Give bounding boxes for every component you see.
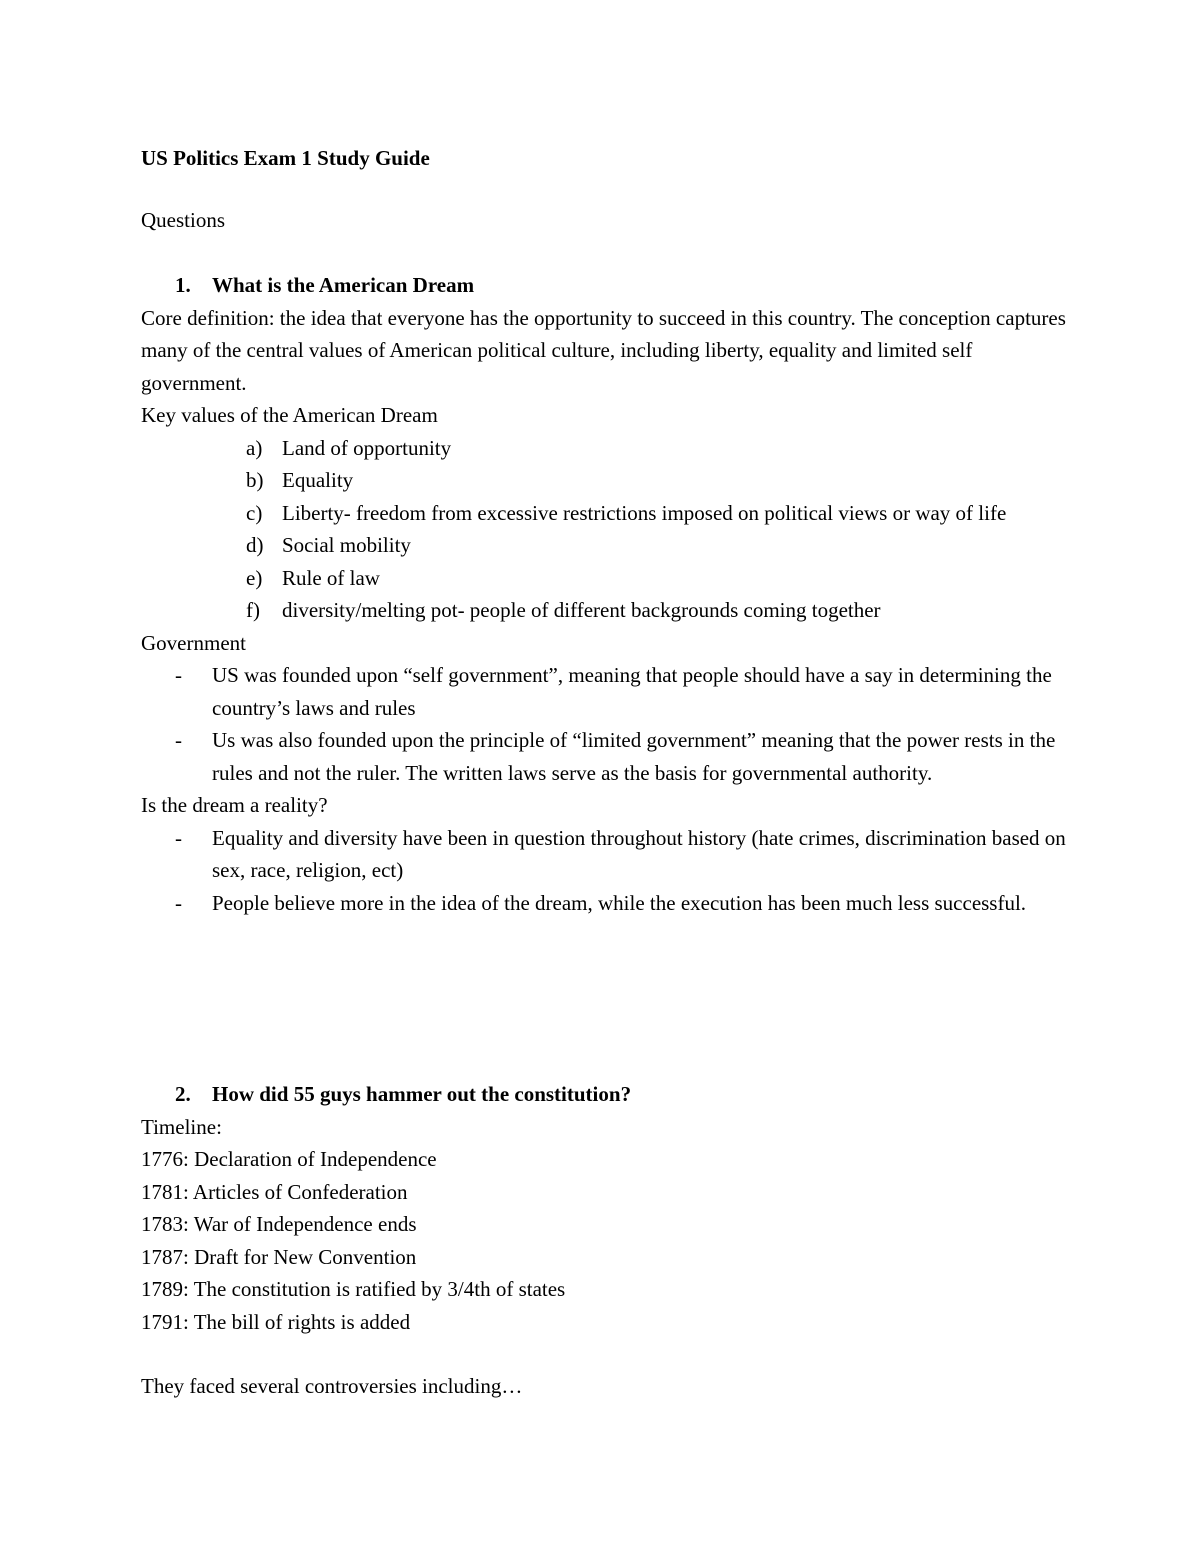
timeline-entry: 1789: The constitution is ratified by 3/4th of states	[141, 1277, 566, 1301]
key-values-label: Key values of the American Dream	[141, 403, 438, 427]
question-1-title: What is the American Dream	[212, 273, 475, 297]
controversies-intro: They faced several controversies including…	[141, 1374, 523, 1398]
government-label: Government	[141, 630, 246, 655]
government-list	[141, 659, 1071, 789]
list-item	[141, 594, 1071, 627]
list-item	[141, 822, 1071, 887]
list-marker: e)	[246, 565, 263, 590]
list-marker: -	[175, 825, 182, 850]
timeline-entry: 1776: Declaration of Independence	[141, 1147, 437, 1171]
list-item-text: Land of opportunity	[282, 435, 452, 460]
list-marker: b)	[246, 468, 264, 492]
reality-list	[141, 822, 1071, 920]
list-marker: f)	[246, 598, 260, 622]
question-2-number: 2.	[175, 1082, 191, 1106]
list-item	[141, 724, 1071, 789]
timeline-entry: 1791: The bill of rights is added	[141, 1309, 411, 1334]
list-item-text: US was founded upon “self government”, meaning that people should have a say in determining the country’s laws and rules	[212, 663, 1052, 720]
questions-label: Questions	[141, 208, 225, 232]
list-item-text: diversity/melting pot- people of different backgrounds coming together	[282, 598, 881, 622]
list-item-text: Rule of law	[282, 565, 380, 590]
list-item-text: Equality and diversity have been in question throughout history (hate crimes, discrimination based on sex, race, religion, ect)	[212, 825, 1066, 882]
question-1-heading	[141, 269, 1071, 302]
list-item	[141, 887, 1071, 920]
timeline-label: Timeline:	[141, 1114, 222, 1139]
list-item	[141, 464, 1071, 497]
list-item	[141, 432, 1071, 465]
timeline-entry: 1781: Articles of Confederation	[141, 1179, 408, 1204]
list-item	[141, 562, 1071, 595]
question-1-number: 1.	[175, 273, 191, 297]
list-item	[141, 497, 1071, 530]
timeline-entry: 1787: Draft for New Convention	[141, 1244, 417, 1269]
timeline-list	[141, 1143, 1071, 1338]
list-marker: -	[175, 890, 182, 915]
key-values-list	[141, 432, 1071, 627]
list-item-text: Liberty- freedom from excessive restrictions imposed on political views or way of life	[282, 500, 1007, 525]
question-2-heading	[141, 1078, 1071, 1111]
list-item-text: People believe more in the idea of the dream, while the execution has been much less successful.	[212, 890, 1027, 915]
core-definition: Core definition: the idea that everyone has the opportunity to succeed in this country. The conception captures many of the central values of American political culture, including liberty, equality and limited self government.	[141, 305, 1066, 395]
list-item-text: Social mobility	[282, 533, 411, 557]
list-item-text: Us was also founded upon the principle of “limited government” meaning that the power rests in the rules and not the ruler. The written laws serve as the basis for governmental authority.	[212, 728, 1056, 785]
list-item-text: Equality	[282, 468, 354, 492]
list-marker: -	[175, 728, 182, 752]
question-1-section	[141, 269, 1071, 919]
list-marker: -	[175, 663, 182, 687]
timeline-entry: 1783: War of Independence ends	[141, 1212, 417, 1236]
list-item	[141, 529, 1071, 562]
question-2-title: How did 55 guys hammer out the constitution?	[212, 1082, 632, 1106]
reality-label: Is the dream a reality?	[141, 793, 328, 817]
question-2-section	[141, 1078, 1071, 1403]
list-marker: d)	[246, 533, 264, 557]
list-marker: a)	[246, 435, 263, 460]
document-title: US Politics Exam 1 Study Guide	[141, 146, 430, 170]
list-item	[141, 659, 1071, 724]
list-marker: c)	[246, 500, 263, 525]
